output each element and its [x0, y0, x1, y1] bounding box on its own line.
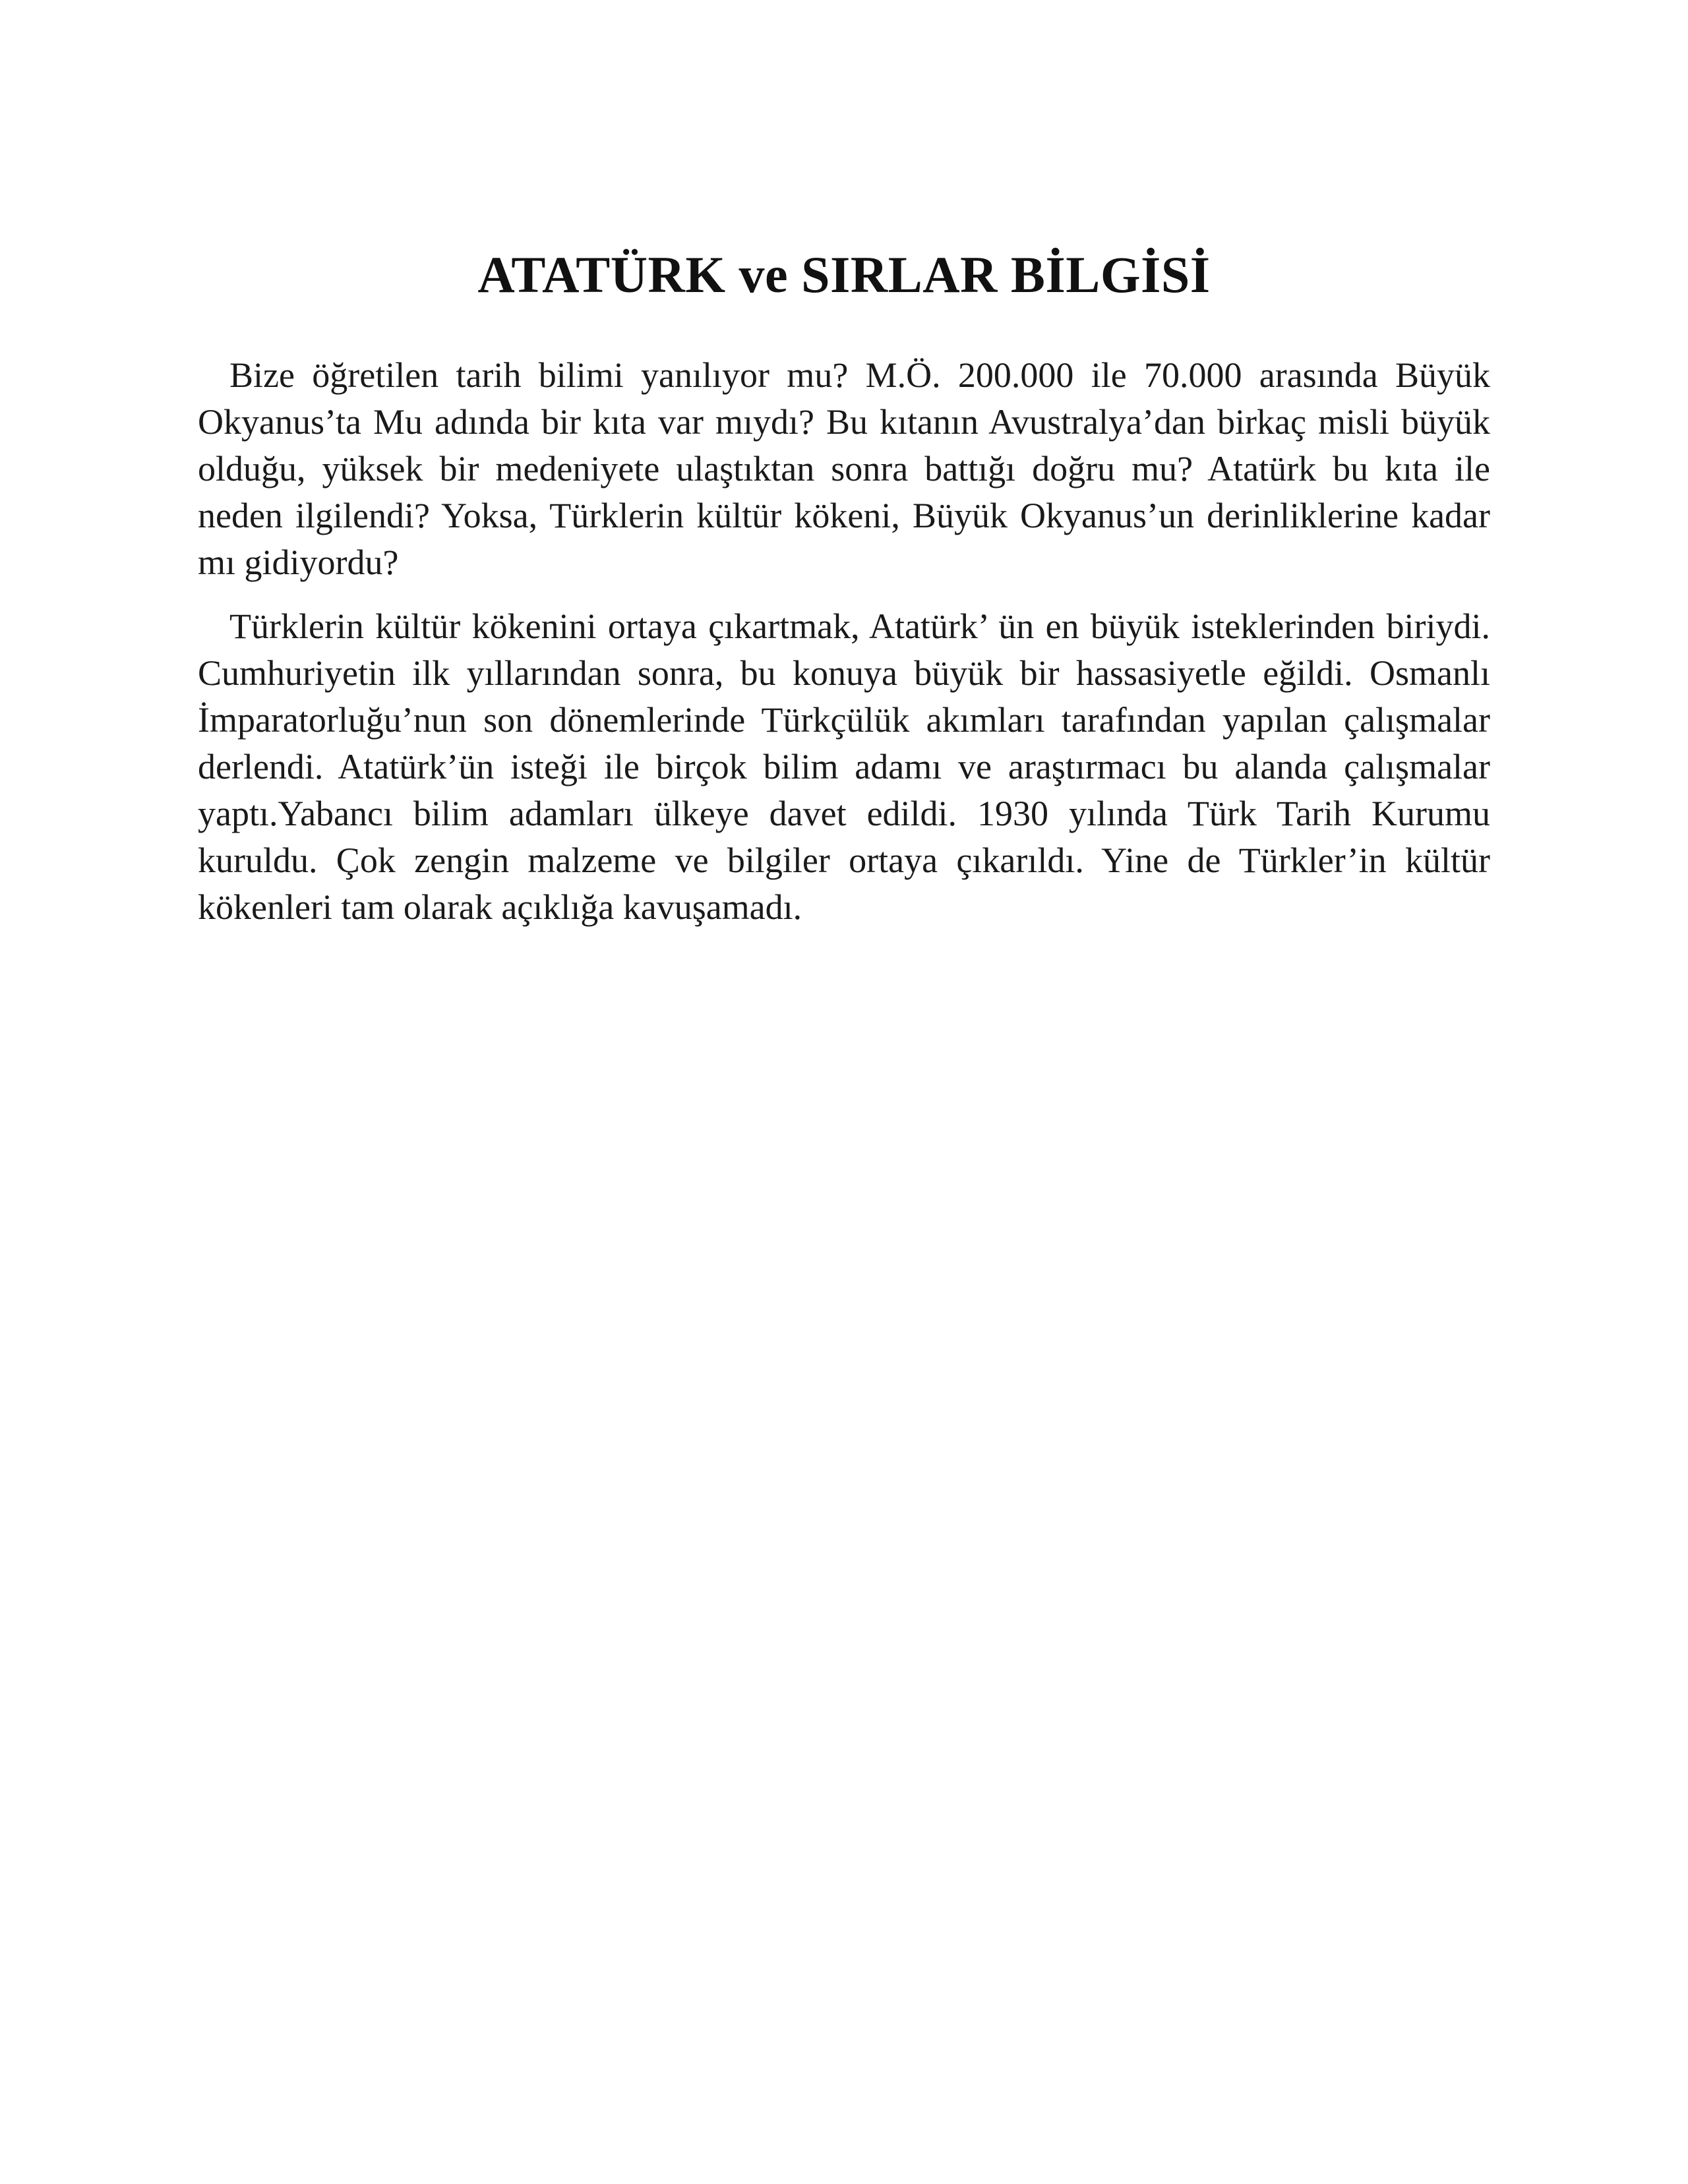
paragraph-2: Türklerin kültür kökenini ortaya çıkartmak, Atatürk’ ün en büyük isteklerinden biriydi. Cumhuriyetin ilk yıllarından sonra, bu konuya büyük bir hassasiyetle eğildi. Osmanlı İmparatorluğu’nun son dönemlerinde Türkçülük akımları tarafından yapılan çalışmalar derlendi. Atatürk’ün isteği ile birçok bilim adamı ve araştırmacı bu alanda çalışmalar yaptı.Yabancı bilim adamları ülkeye davet edildi. 1930 yılında Türk Tarih Kurumu kuruldu. Çok zengin malzeme ve bilgiler ortaya çıkarıldı. Yine de Türkler’in kültür kökenleri tam olarak açıklığa kavuşamadı. [198, 606, 1490, 927]
document-body [198, 244, 1490, 948]
paragraph-1: Bize öğretilen tarih bilimi yanılıyor mu? M.Ö. 200.000 ile 70.000 arasında Büyük Okyanus’ta Mu adında bir kıta var mıydı? Bu kıtanın Avustralya’dan birkaç misli büyük olduğu, yüksek bir medeniyete ulaştıktan sonra battığı doğru mu? Atatürk bu kıta ile neden ilgilendi? Yoksa, Türklerin kültür kökeni, Büyük Okyanus’un derinliklerine kadar mı gidiyordu? [198, 355, 1490, 582]
page-title: ATATÜRK ve SIRLAR BİLGİSİ [477, 246, 1211, 303]
